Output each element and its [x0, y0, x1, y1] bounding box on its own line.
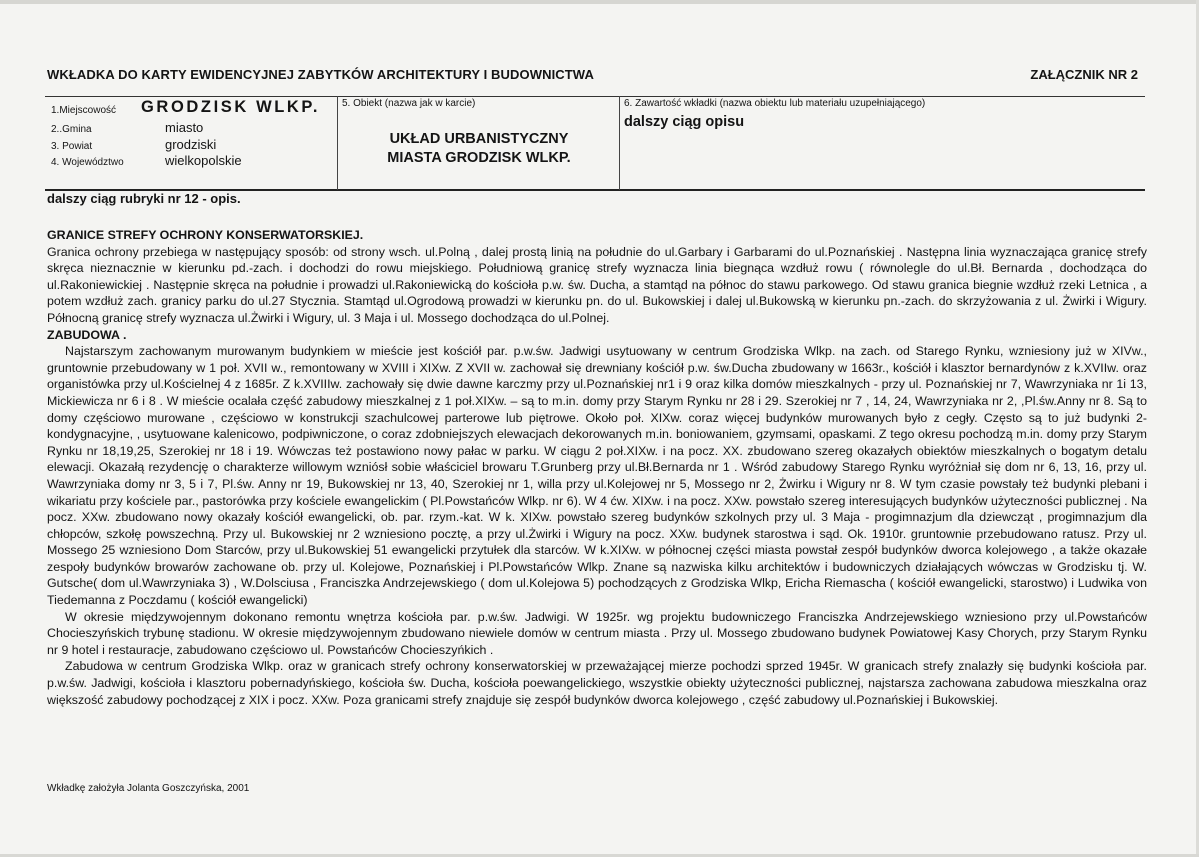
description-body [47, 227, 1147, 708]
annex-number: ZAŁĄCZNIK NR 2 [1030, 67, 1138, 82]
field4-value: wielkopolskie [165, 153, 242, 168]
field1-value: GRODZISK WLKP. [141, 98, 321, 116]
field5-value [340, 130, 618, 168]
form-divider-2 [619, 96, 620, 190]
field5-label: 5. Obiekt (nazwa jak w karcie) [342, 98, 476, 109]
paragraph-boundaries: Granica ochrony przebiega w następujący sposób: od strony wsch. ul.Polną , dalej prostą linią na południe do ul.Garbary i Garbarami do ul.Poznańskiej . Następna linia wyznaczająca granicę strefy skręca nieznacznie w kierunku pd.-zach. i dochodzi do rowu miejskiego. Południową granicę strefy wyznacza linia biegnąca wzdłuż rowu ( równolegle do ul.Bł. Bernarda , dochodząca do ul.Rakoniewickiej . Następnie skręca na południe i prowadzi ul.Rakoniewicką do kościoła p.w. św. Ducha, a stamtąd na północ do stawu parkowego. Od stawu granica biegnie wzdłuż rzeki Letnica , a potem wzdłuż zach. granicy parku do ul.27 Stycznia. Stamtąd ul.Ogrodową prowadzi w kierunku pn. do ul. Bukowskiej i dalej ul.Bukowską w kierunku pn.-zach. do skrzyżowania z ul. Żwirki i Wigury. Północną granicę strefy wyznacza ul.Żwirki i Wigury, ul. 3 Maja i ul. Mossego dochodząca do ul.Polnej. [47, 244, 1147, 325]
field3-label: 3. Powiat [51, 141, 93, 152]
document-title: WKŁADKA DO KARTY EWIDENCYJNEJ ZABYTKÓW ARCHITEKTURY I BUDOWNICTWA [47, 67, 594, 82]
field1-label: 1.Miejscowość [51, 105, 117, 116]
field4-label: 4. Województwo [51, 157, 124, 168]
continuation-note: dalszy ciąg rubryki nr 12 - opis. [47, 191, 241, 206]
form-divider-1 [337, 96, 338, 190]
section-heading-boundaries: GRANICE STREFY OCHRONY KONSERWATORSKIEJ. [47, 228, 364, 242]
field2-label: 2..Gmina [51, 124, 92, 135]
field5-value-line2: MIASTA GRODZISK WLKP. [387, 150, 571, 166]
field5-value-line1: UKŁAD URBANISTYCZNY [389, 131, 569, 147]
author-footer: Wkładkę założyła Jolanta Goszczyńska, 2001 [47, 783, 250, 794]
field6-label: 6. Zawartość wkładki (nazwa obiektu lub materiału uzupełniającego) [624, 98, 926, 109]
paragraph-summary: Zabudowa w centrum Grodziska Wlkp. oraz w granicach strefy ochrony konserwatorskiej w przeważającej mierze pochodzi sprzed 1945r. W granicach strefy znalazły się budynki kościoła par. p.w.św. Jadwigi, kościoła i klasztoru pobernadyńskiego, kościoła św. Ducha, kościoła poewangelickiego, wszystkie obiekty użyteczności publicznej, najstarsza zachowana zabudowa mieszkalna oraz większość zabudowy pochodzącej z XIX i pocz. XXw. Poza granicami strefy znajduje się zespół budynków dworca kolejowego , część zabudowy ul.Poznańskiej i Bukowskiej. [47, 659, 1147, 707]
paragraph-interwar: W okresie międzywojennym dokonano remontu wnętrza kościoła par. p.w.św. Jadwigi. W 1925r. wg projektu budowniczego Franciszka Andrzejewskiego wzniesiono przy ul.Powstańców Chocieszyńskich trybunę stadionu. W okresie międzywojennym zbudowano niewiele domów w centrum miasta . Przy ul. Mossego zbudowano budynek Powiatowej Kasy Chorych, przy Starym Rynku nr 9 hotel i restauracje, zabudowano częściowo ul. Powstańców Chocieszyńkich . [47, 609, 1147, 657]
field2-value: miasto [165, 120, 204, 135]
paragraph-buildings: Najstarszym zachowanym murowanym budynkiem w mieście jest kościół par. p.w.św. Jadwigi usytuowany w centrum Grodziska Wlkp. na zach. od Starego Rynku, wzniesiony już w XIVw., gruntownie przebudowany w 1 poł. XVII w., remontowany w XVIII i XIXw. Z XVII w. zachował się drewniany kościół p.w. św.Ducha zbudowany w 1663r., kościół i klasztor bernardynów z k.XVIIw. oraz organistówka przy ul.Kościelnej 4 z 1685r. Z k.XVIIIw. zachowały się dwie dawne karczmy przy ul.Poznańskiej nr1 i 9 oraz kilka domów mieszkalnych - przy ul. Poznańskiej nr 7, Wawrzyniaka nr 1i 13, Mickiewicza nr 6 i 8 . W mieście ocalała część zabudowy mieszkalnej z 1 poł.XIXw. – są to m.in. domy przy Starym Rynku nr 28 i 29. Szerokiej nr 7 , 14, 24, Wawrzyniaka nr 2, ,Pl.św.Anny nr 8. Są to domy częściowo murowane , częściowo w konstrukcji szachulcowej parterowe lub piętrowe. Około poł. XIXw. coraz więcej budynków murowanych było z cegły. Często są to już budynki 2-kondygnacyjne, , usytuowane kalenicowo, podpiwniczone, o coraz zdobniejszych elewacjach dekorowanych m.in. boniowaniem, gzymsami, opaskami. Z tego okresu pochodzą m.in. domy przy Starym Rynku nr 18,19,25, Szerokiej nr 18 i 19. Wówczas też postawiono nowy pałac w parku. W ciągu 2 poł.XIXw. i na pocz. XX. zbudowano szereg okazałych obiektów mieszkalnych o bogatym detalu elewacji. Okazałą rezydencję o charakterze willowym wzniósł sobie właściciel browaru T.Grunberg przy ul.Bł.Bernarda nr 1 . Wśród zabudowy Starego Rynku wyróżniał się dom nr 6, 13, 16, przy ul. Wawrzyniaka domy nr 3, 5 i 7, Pl.św. Anny nr 19, Bukowskiej nr 13, 40, Szerokiej nr 1, willa przy ul.Kolejowej nr 5, Mossego nr 2, Żwirku i Wigury nr 8. W tym czasie powstały też budynki plebani i wikariatu przy kościele par., pastorówka przy kościele ewangelickim ( Pl.Powstańców Wlkp. nr 6). W 4 ćw. XIXw. i na pocz. XXw. powstało szereg interesujących budynków użyteczności publicznej . Na pocz. XXw. zbudowano nowy okazały kościół ewangelicki, ob. par. rzym.-kat. W k. XIXw. powstało szereg budynków szkolnych przy ul. 3 Maja - progimnazjum dla dziewcząt , progimnazjum dla chłopców, szkołę powszechną. Przy ul. Bukowskiej nr 2 wzniesiono pocztę, a przy ul.Żwirki i Wigury na pocz. XXw. budynek starostwa i sąd. Ok. 1910r. gruntownie przebudowano ratusz. Przy ul. Mossego 25 wzniesiono Dom Starców, przy ul.Bukowskiej 51 ewangelicki przytułek dla starców. W k.XIXw. w północnej części miasta powstał zespół budynków dworca kolejowego , a także okazałe zespoły budynków browarów zachowane ob. przy ul. Kolejowe, Poznańskiej i Pl.Powstańców Wlkp. Znane są nazwiska kilku architektów i budowniczych działających wówczas w Grodzisku tj. W. Gutsche( dom ul.Wawrzyniaka 3) , W.Dolsciusa , Franciszka Andrzejewskiego ( dom ul.Kolejowa 5) pochodzących z Grodziska Wlkp, Ericha Riemascha ( kościół ewangelicki, starostwo) i Ludwika von Tiedemanna z Poczdamu ( kościół ewangelicki) [47, 344, 1147, 608]
field3-value: grodziski [165, 137, 217, 152]
scan-edge-top [0, 0, 1199, 4]
section-heading-buildings: ZABUDOWA . [47, 327, 127, 342]
field6-value: dalszy ciąg opisu [624, 114, 745, 130]
